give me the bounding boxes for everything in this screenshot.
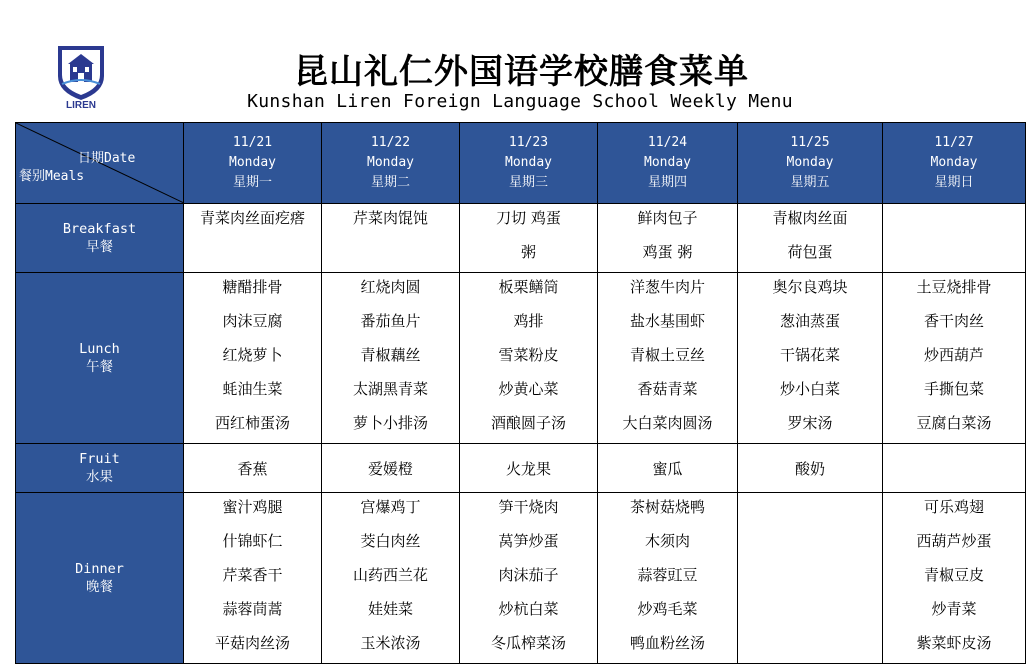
dish-list <box>598 204 737 272</box>
meal-name-en: Lunch <box>79 341 120 357</box>
dish-item: 红烧肉圆 <box>360 278 421 296</box>
fruit-cell: 香蕉 <box>184 444 322 493</box>
dish-item: 洋葱牛肉片 <box>629 278 705 296</box>
day-name-en: Monday <box>229 155 276 170</box>
dish-item: 粥 <box>520 243 536 261</box>
dish-list <box>184 493 321 663</box>
dish-item: 酒酿圆子汤 <box>490 414 566 432</box>
dish-item: 炒青菜 <box>931 600 977 618</box>
dish-item: 炒杭白菜 <box>498 600 559 618</box>
dish-item: 板栗鳝筒 <box>498 278 559 296</box>
dish-item: 娃娃菜 <box>367 600 413 618</box>
dish-item: 大白菜肉圆汤 <box>622 414 713 432</box>
dish-list <box>184 273 321 443</box>
dish-item: 糖醋排骨 <box>222 278 283 296</box>
day-header <box>738 123 883 204</box>
dish-item: 蜜汁鸡腿 <box>222 498 283 516</box>
dish-item: 荷包蛋 <box>787 243 833 261</box>
dish-list <box>738 204 882 272</box>
meal-name-en: Breakfast <box>62 221 137 237</box>
lunch-cell <box>460 273 598 444</box>
breakfast-row <box>16 204 1026 273</box>
fruit-cell: 蜜瓜 <box>598 444 738 493</box>
meal-name-cn: 晚餐 <box>86 579 113 595</box>
dish-list <box>598 273 737 443</box>
dish-list <box>322 493 459 663</box>
breakfast-cell <box>883 204 1026 273</box>
dish-item: 青椒豆皮 <box>923 566 984 584</box>
day-header <box>598 123 738 204</box>
dish-item: 宫爆鸡丁 <box>360 498 421 516</box>
breakfast-cell <box>738 204 883 273</box>
dish-item: 山药西兰花 <box>352 566 428 584</box>
dish-item: 肉沫豆腐 <box>222 312 283 330</box>
dish-list <box>883 493 1025 663</box>
day-date: 11/23 <box>508 135 549 150</box>
dish-item: 蚝油生菜 <box>222 380 283 398</box>
dish-item: 青椒肉丝面 <box>772 209 848 227</box>
dish-item: 木须肉 <box>644 532 690 550</box>
dish-item: 炒小白菜 <box>779 380 840 398</box>
dish-item: 太湖黑青菜 <box>352 380 428 398</box>
dish-item: 鸭血粉丝汤 <box>629 634 705 652</box>
dinner-cell <box>598 493 738 664</box>
dish-item: 香干肉丝 <box>923 312 984 330</box>
dish-item: 手撕包菜 <box>923 380 984 398</box>
day-name-en: Monday <box>505 155 552 170</box>
dish-item: 罗宋汤 <box>787 414 833 432</box>
dinner-cell <box>738 493 883 664</box>
day-date: 11/22 <box>370 135 411 150</box>
dish-item: 蒜蓉茼蒿 <box>222 600 283 618</box>
dish-list <box>184 204 321 238</box>
meal-axis-label: 餐别Meals <box>19 169 85 184</box>
dish-item: 青椒藕丝 <box>360 346 421 364</box>
dish-item: 香菇青菜 <box>637 380 698 398</box>
dinner-cell <box>184 493 322 664</box>
dinner-row <box>16 493 1026 664</box>
lunch-cell <box>184 273 322 444</box>
breakfast-cell <box>598 204 738 273</box>
meal-name-cn: 早餐 <box>86 239 113 255</box>
dish-list <box>322 204 459 238</box>
lunch-row <box>16 273 1026 444</box>
dish-item: 豆腐白菜汤 <box>916 414 992 432</box>
day-name-cn: 星期一 <box>232 175 272 190</box>
dish-item: 平菇肉丝汤 <box>214 634 290 652</box>
dish-item: 鸡排 <box>513 312 544 330</box>
lunch-cell <box>883 273 1026 444</box>
menu-title: 昆山礼仁外国语学校膳食菜单 <box>294 52 749 92</box>
meal-label-lunch <box>16 273 184 444</box>
menu-table <box>15 122 1026 664</box>
day-date: 11/24 <box>647 135 688 150</box>
dish-item: 炒黄心菜 <box>498 380 559 398</box>
day-header <box>184 123 322 204</box>
day-header <box>460 123 598 204</box>
fruit-cell: 酸奶 <box>738 444 883 493</box>
dish-item: 玉米浓汤 <box>360 634 421 652</box>
dish-item: 盐水基围虾 <box>629 312 705 330</box>
dish-item: 炒鸡毛菜 <box>637 600 698 618</box>
dish-item: 蒜蓉豇豆 <box>637 566 698 584</box>
dish-item: 鲜肉包子 <box>637 209 698 227</box>
dish-list <box>460 204 597 272</box>
dish-item: 刀切 鸡蛋 <box>496 209 561 227</box>
date-axis-label: 日期Date <box>78 151 136 166</box>
dish-item: 红烧萝卜 <box>222 346 283 364</box>
corner-cell <box>16 123 184 204</box>
dish-item: 萝卜小排汤 <box>352 414 428 432</box>
lunch-cell <box>322 273 460 444</box>
dish-list <box>460 273 597 443</box>
meal-name-cn: 水果 <box>86 469 113 485</box>
dish-item: 可乐鸡翅 <box>923 498 984 516</box>
day-name-en: Monday <box>367 155 414 170</box>
fruit-cell: 爱媛橙 <box>322 444 460 493</box>
dish-item: 干锅花菜 <box>779 346 840 364</box>
header-row <box>16 123 1026 204</box>
day-date: 11/21 <box>232 135 273 150</box>
day-name-en: Monday <box>786 155 834 170</box>
dish-list <box>598 493 737 663</box>
breakfast-cell <box>322 204 460 273</box>
dish-item: 炒西葫芦 <box>923 346 984 364</box>
meal-name-cn: 午餐 <box>86 359 113 375</box>
dish-item: 茶树菇烧鸭 <box>629 498 705 516</box>
dinner-cell <box>883 493 1026 664</box>
dish-item: 莴笋炒蛋 <box>498 532 559 550</box>
dish-item: 奥尔良鸡块 <box>772 278 848 296</box>
meal-name-en: Dinner <box>75 561 124 577</box>
day-name-cn: 星期五 <box>790 175 830 190</box>
fruit-row <box>16 444 1026 493</box>
meal-label-fruit <box>16 444 184 493</box>
dish-item: 肉沫茄子 <box>498 566 559 584</box>
dish-item: 冬瓜榨菜汤 <box>490 634 566 652</box>
dinner-cell <box>460 493 598 664</box>
dish-item: 雪菜粉皮 <box>498 346 559 364</box>
dinner-cell <box>322 493 460 664</box>
lunch-cell <box>738 273 883 444</box>
dish-list <box>460 493 597 663</box>
breakfast-cell <box>184 204 322 273</box>
day-name-cn: 星期二 <box>370 175 410 190</box>
day-name-cn: 星期四 <box>647 175 687 190</box>
meal-name-en: Fruit <box>79 451 120 467</box>
dish-item: 西红柿蛋汤 <box>214 414 290 432</box>
menu-subtitle: Kunshan Liren Foreign Language School Weekly Menu <box>247 91 793 112</box>
dish-list <box>322 273 459 443</box>
day-header <box>322 123 460 204</box>
day-name-en: Monday <box>930 155 978 170</box>
fruit-cell: 火龙果 <box>460 444 598 493</box>
dish-item: 青椒土豆丝 <box>629 346 705 364</box>
day-name-en: Monday <box>644 155 691 170</box>
dish-item: 葱油蒸蛋 <box>779 312 840 330</box>
breakfast-cell <box>460 204 598 273</box>
dish-item: 笋干烧肉 <box>498 498 559 516</box>
dish-item: 鸡蛋 粥 <box>642 243 693 261</box>
dish-item: 土豆烧排骨 <box>916 278 992 296</box>
dish-item: 西葫芦炒蛋 <box>916 532 992 550</box>
dish-item: 紫菜虾皮汤 <box>916 634 992 652</box>
dish-item: 青菜肉丝面疙瘩 <box>199 209 305 227</box>
meal-label-dinner <box>16 493 184 664</box>
dish-item: 番茄鱼片 <box>360 312 421 330</box>
dish-list <box>883 273 1025 443</box>
dish-list <box>738 273 882 443</box>
lunch-cell <box>598 273 738 444</box>
day-name-cn: 星期三 <box>508 175 548 190</box>
day-name-cn: 星期日 <box>934 175 974 190</box>
dish-item: 芹菜肉馄饨 <box>352 209 428 227</box>
day-header <box>883 123 1026 204</box>
meal-label-breakfast <box>16 204 184 273</box>
fruit-cell <box>883 444 1026 493</box>
dish-item: 什锦虾仁 <box>222 532 283 550</box>
dish-item: 茭白肉丝 <box>360 532 421 550</box>
dish-item: 芹菜香干 <box>222 566 283 584</box>
day-date: 11/27 <box>934 135 974 150</box>
day-date: 11/25 <box>790 135 830 150</box>
svg-text:LIREN: LIREN <box>66 100 96 111</box>
